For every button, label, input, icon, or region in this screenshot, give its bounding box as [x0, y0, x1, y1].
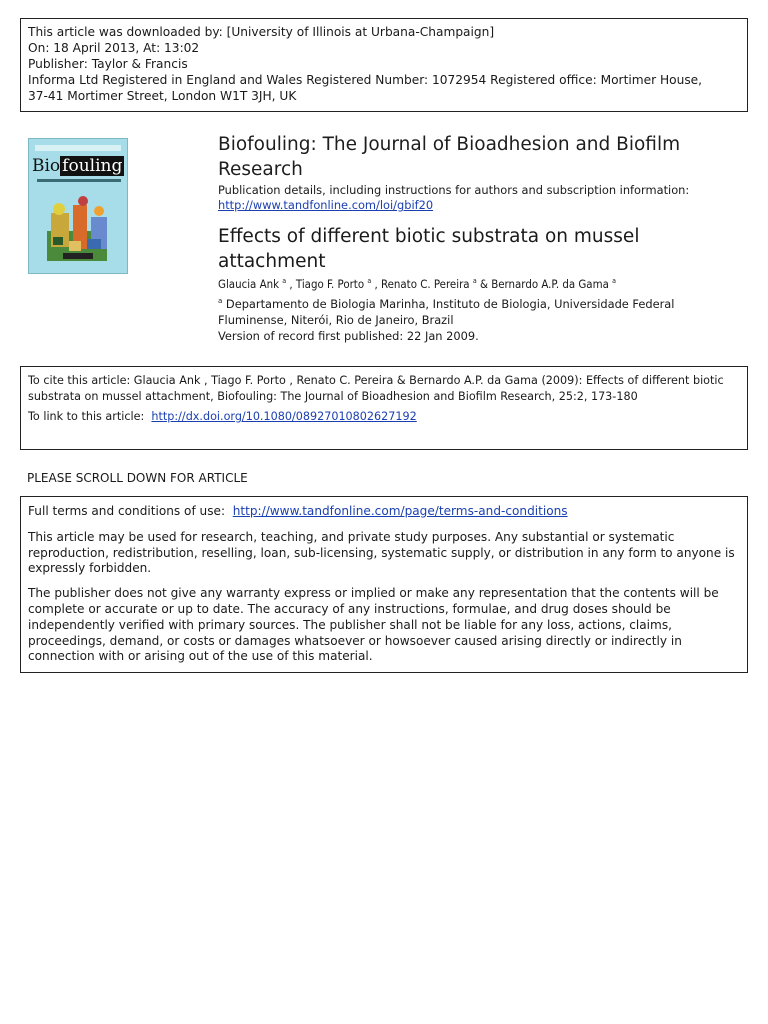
cover-subtitle-bar — [37, 179, 121, 182]
author-name: Glaucia Ank — [218, 277, 280, 291]
address-line: 37-41 Mortimer Street, London W1T 3JH, UK — [28, 89, 297, 103]
terms-label: Full terms and conditions of use: — [28, 504, 226, 518]
cover-logo-part1: Bio — [32, 156, 61, 176]
cover-logo — [32, 155, 126, 177]
citation-box — [20, 366, 748, 450]
article-link-line — [28, 409, 740, 425]
cover-illustration — [43, 191, 113, 263]
download-notice-line: This article was downloaded by: [University of Illinois at Urbana-Champaign] — [28, 25, 495, 39]
affiliation — [218, 293, 738, 328]
author-separator: , — [286, 277, 296, 291]
journal-cover-image — [28, 138, 128, 274]
author-name: Renato C. Pereira — [380, 277, 470, 291]
author-affiliation-marker: a — [472, 277, 477, 285]
author-affiliation-marker: a — [367, 277, 372, 285]
author-name: Bernardo A.P. da Gama — [491, 277, 609, 291]
journal-title: Biofouling: The Journal of Bioadhesion and Biofilm Research — [218, 134, 681, 180]
cover-header-strip — [35, 145, 121, 151]
cover-logo-part2: fouling — [62, 156, 123, 176]
journal-url-link[interactable]: http://www.tandfonline.com/loi/gbif20 — [218, 198, 434, 212]
author-list — [218, 274, 738, 292]
author-name: Tiago F. Porto — [295, 277, 365, 291]
doi-link[interactable]: http://dx.doi.org/10.1080/08927010802627192 — [151, 410, 417, 423]
scroll-down-note: PLEASE SCROLL DOWN FOR ARTICLE — [27, 471, 248, 485]
publisher-line: Publisher: Taylor & Francis — [28, 57, 188, 71]
affiliation-marker: a — [218, 297, 223, 305]
terms-paragraph-warranty: The publisher does not give any warranty express or implied or make any representation that the contents will be complete or accurate or up to date. The accuracy of any instructions, formulae, and drug doses should be independently verified with primary sources. The publisher shall not be liable for any loss, actions, claims, proceedings, demand, or costs or damages whatsoever or howsoever caused arising directly or indirectly in connection with or arising out of the use of this material. — [28, 586, 719, 664]
citation-text: To cite this article: Glaucia Ank , Tiago F. Porto , Renato C. Pereira & Bernardo A.P. da Gama (2009): Effects of different biotic substrata on mussel attachment, Biofouling: The Journal of Bioadhesion and Biofilm Research, 25:2, 173-180 — [28, 374, 724, 403]
article-link-label: To link to this article: — [28, 410, 145, 423]
author-affiliation-marker: a — [612, 277, 616, 285]
registration-line: Informa Ltd Registered in England and Wales Registered Number: 1072954 Registered office: Mortimer House, — [28, 73, 703, 87]
terms-link-line — [28, 504, 740, 520]
author-affiliation-marker: a — [282, 277, 287, 285]
article-title: Effects of different biotic substrata on mussel attachment — [218, 226, 640, 272]
author-separator: & — [476, 277, 492, 291]
terms-paragraph-usage: This article may be used for research, teaching, and private study purposes. Any substantial or systematic reproduction, redistribution, reselling, loan, sub-licensing, systematic supply, or distribution in any form to anyone is expressly forbidden. — [28, 529, 735, 576]
download-date-line: On: 18 April 2013, At: 13:02 — [28, 41, 200, 55]
publication-details: Publication details, including instructions for authors and subscription information: — [218, 183, 690, 197]
cover-illustration-svg — [43, 191, 113, 263]
terms-box — [20, 496, 748, 673]
affiliation-text: Departamento de Biologia Marinha, Instituto de Biologia, Universidade Federal Fluminense, Niterói, Rio de Janeiro, Brazil — [218, 297, 675, 327]
download-notice-box — [20, 18, 748, 112]
version-of-record: Version of record first published: 22 Jan 2009. — [218, 329, 479, 343]
terms-link[interactable]: http://www.tandfonline.com/page/terms-and-conditions — [232, 504, 568, 518]
author-separator: , — [371, 277, 381, 291]
